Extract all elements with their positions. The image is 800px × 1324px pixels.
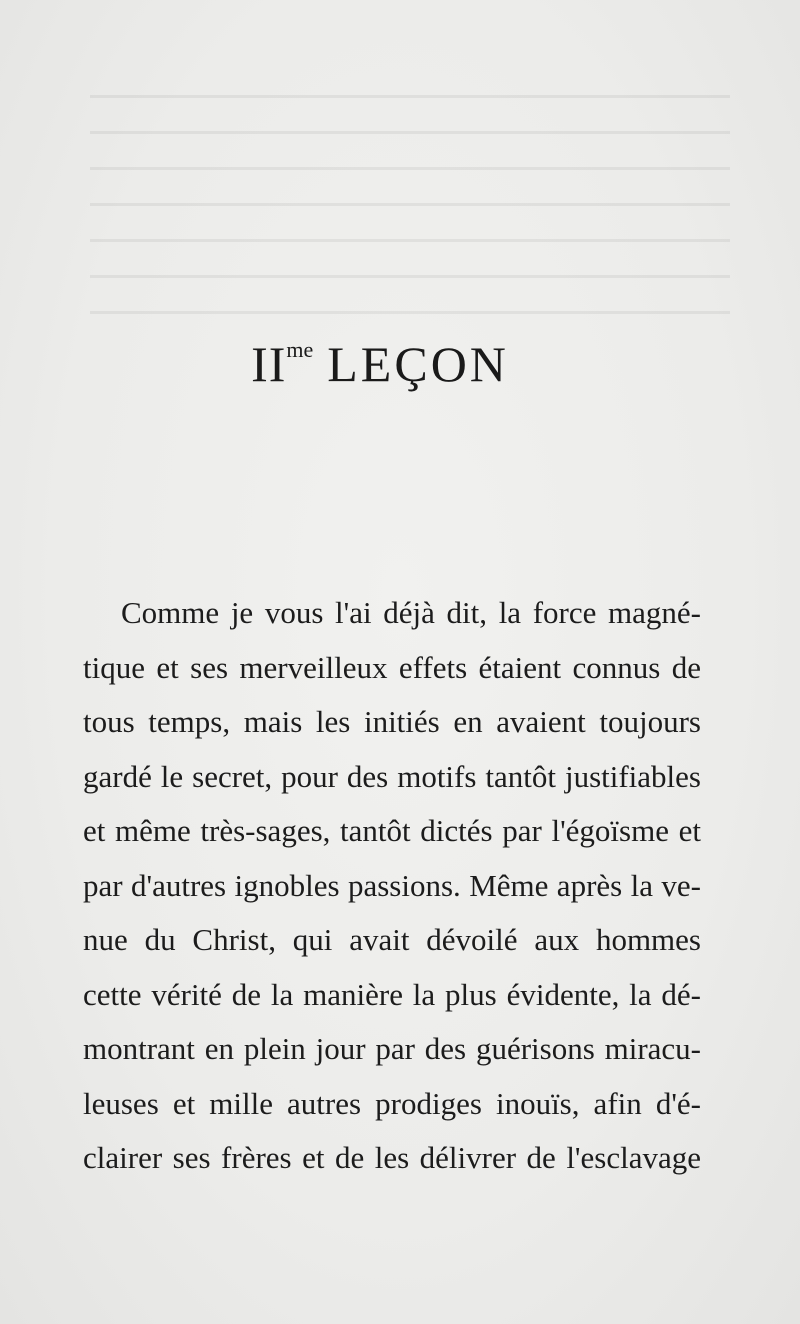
heading-numeral: II	[251, 336, 287, 392]
heading-word: LEÇON	[327, 336, 509, 392]
text-line: montrant en plein jour par des guérisons miracu-	[83, 1031, 701, 1066]
show-through-texture	[90, 95, 730, 325]
text-line: nue du Christ, qui avait dévoilé aux hommes	[83, 922, 701, 957]
text-line: tique et ses merveilleux effets étaient connus de	[83, 649, 701, 685]
text-line: par d'autres ignobles passions. Même après la ve-	[83, 867, 701, 903]
text-line: et même très-sages, tantôt dictés par l'égoïsme et	[83, 813, 701, 848]
heading-superscript: me	[286, 337, 314, 362]
text-line: clairer ses frères et de les délivrer de l'esclavage	[83, 1140, 701, 1175]
chapter-heading	[0, 335, 760, 393]
text-line: cette vérité de la manière la plus évidente, la dé-	[83, 976, 701, 1012]
body-paragraph	[83, 586, 701, 1186]
text-line: gardé le secret, pour des motifs tantôt justifiables	[83, 758, 701, 794]
text-line: tous temps, mais les initiés en avaient toujours	[83, 704, 701, 739]
text-line: leuses et mille autres prodiges inouïs, afin d'é-	[83, 1085, 701, 1121]
text-line: Comme je vous l'ai déjà dit, la force magné-	[121, 595, 701, 630]
